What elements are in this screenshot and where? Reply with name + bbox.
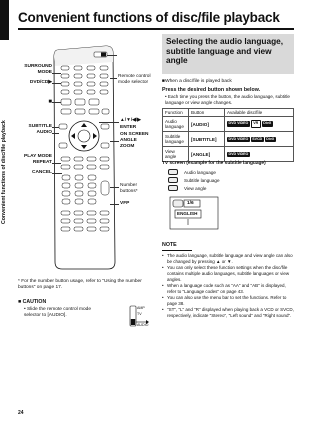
label-on-screen: ON SCREEN xyxy=(120,132,149,137)
function-table xyxy=(162,108,294,162)
table-cell-discs xyxy=(225,117,294,132)
label-repeat: REPEAT xyxy=(32,160,52,165)
label-number-buttons-1: Number xyxy=(120,183,138,188)
caution-heading: ■ CAUTION xyxy=(18,299,47,305)
title-divider xyxy=(18,28,294,30)
table-header-row xyxy=(163,109,294,117)
disc-badge-dvd-video: DVD VIDEO xyxy=(228,121,249,126)
legend-audio xyxy=(168,169,216,175)
list-item: • You can only select these function settings when the disc/file contains multiple audio languages, subtitle languages or view angles. xyxy=(162,265,294,283)
instruction-subtext: • Each time you press the button, the audio language, subtitle language or view angle changes. xyxy=(165,94,290,105)
disc-badge-svcd: SVCD xyxy=(252,136,263,141)
label-mode-selector-1: Remote control xyxy=(118,74,151,79)
table-cell-button: [AUDIO] xyxy=(189,117,225,132)
list-item: • When a language code such as "AA" and "AB" is displayed, refer to "Language codes" on page 43. xyxy=(162,283,294,295)
section-title: Selecting the audio language, subtitle language and view angle xyxy=(166,36,284,66)
table-cell-button: [SUBTITLE] xyxy=(189,132,225,147)
disc-badge-dvd-video: DVD VIDEO xyxy=(228,151,249,156)
label-dvd-cd: DVD/CD▶ xyxy=(29,80,52,85)
switch-label-tv: TV xyxy=(137,312,142,316)
view-angle-icon xyxy=(168,185,178,191)
tv-screen-heading: TV screen (example for the subtitle language) xyxy=(162,161,266,166)
label-audio: AUDIO xyxy=(36,130,52,135)
side-tab-text: Convenient functions of disc/file playback xyxy=(1,120,7,224)
switch-label-audio: AUDIO xyxy=(137,323,149,327)
table-cell-discs xyxy=(225,147,294,162)
instruction-body: Each time you press the button, the audio language, subtitle language or view angle changes. xyxy=(165,94,290,105)
page-number: 24 xyxy=(18,410,24,416)
condition-text: ■When a disc/file is played back xyxy=(162,79,232,84)
subtitle-language-icon xyxy=(168,177,178,183)
footnote: * For the number button usage, refer to "Using the number buttons" on page 17. xyxy=(18,279,142,290)
caution-body: Slide the remote control mode selector to [AUDIO]. xyxy=(24,307,92,319)
label-zoom: ZOOM xyxy=(120,144,135,149)
label-surround: SURROUND xyxy=(24,64,52,69)
disc-badge-dvd-video: DVD VIDEO xyxy=(228,136,249,141)
label-cancel: CANCEL xyxy=(32,170,52,175)
table-cell-function: Subtitle language xyxy=(163,132,189,147)
remote-illustration xyxy=(18,36,156,276)
note-divider xyxy=(162,250,192,251)
label-stop: ■ xyxy=(48,99,52,105)
legend-audio-label: Audio language xyxy=(184,169,216,175)
legend-subtitle-label: Subtitle language xyxy=(184,177,220,183)
mode-switch-illustration xyxy=(116,304,152,328)
instruction-heading: Press the desired button shown below. xyxy=(162,87,261,93)
label-mode-selector-2: mode selector xyxy=(118,80,149,85)
label-enter: ENTER xyxy=(120,125,137,130)
tv-osd-example xyxy=(168,195,220,231)
note-heading: NOTE xyxy=(162,242,177,248)
side-tab-marker xyxy=(0,0,9,40)
list-item: • You can also use the menu bar to set the functions. Refer to page 38. xyxy=(162,295,294,307)
list-item: • The audio language, subtitle language and view angle can also be changed by pressing ▲ or ▼. xyxy=(162,253,294,265)
table-header-function: Function xyxy=(163,109,189,117)
table-cell-discs xyxy=(225,132,294,147)
label-vfp: VFP xyxy=(120,201,130,206)
table-cell-button: [ANGLE] xyxy=(189,147,225,162)
table-header-discs: Available disc/file xyxy=(225,109,294,117)
legend-subtitle xyxy=(168,177,220,183)
section-header xyxy=(162,34,294,74)
label-nav-buttons: ▲/▼/◀/▶ xyxy=(120,118,141,123)
table-row xyxy=(163,117,294,132)
disc-badge-vr: VR xyxy=(251,120,261,128)
disc-badge-divx: DivX xyxy=(263,121,272,126)
page-title: Convenient functions of disc/file playback xyxy=(18,10,280,25)
label-number-buttons-2: buttons* xyxy=(120,189,138,194)
note-list xyxy=(162,253,294,319)
label-mode: MODE xyxy=(37,70,52,75)
table-cell-function: Audio language xyxy=(163,117,189,132)
legend-angle-label: View angle xyxy=(184,185,207,191)
table-cell-function: View angle xyxy=(163,147,189,162)
audio-language-icon xyxy=(168,169,178,175)
label-angle: ANGLE xyxy=(120,138,137,143)
table-row xyxy=(163,147,294,162)
legend-angle xyxy=(168,185,206,191)
table-header-button: Button xyxy=(189,109,225,117)
disc-badge-divx: DivX xyxy=(266,136,275,141)
osd-language: ENGLISH xyxy=(177,211,198,216)
list-item: • "ST", "L" and "R" displayed when playing back a VCD or SVCD, respectively, indicate "Stereo", "Left sound" and "Right sound". xyxy=(162,307,294,319)
label-subtitle: SUBTITLE xyxy=(28,124,52,129)
switch-label-amp: AMP xyxy=(137,306,145,310)
table-row xyxy=(163,132,294,147)
label-play-mode: PLAY MODE xyxy=(24,154,52,159)
side-tab xyxy=(0,0,9,421)
caution-text: • Slide the remote control mode selector to [AUDIO]. xyxy=(24,307,92,319)
osd-track-value: 1/6 xyxy=(187,200,194,206)
